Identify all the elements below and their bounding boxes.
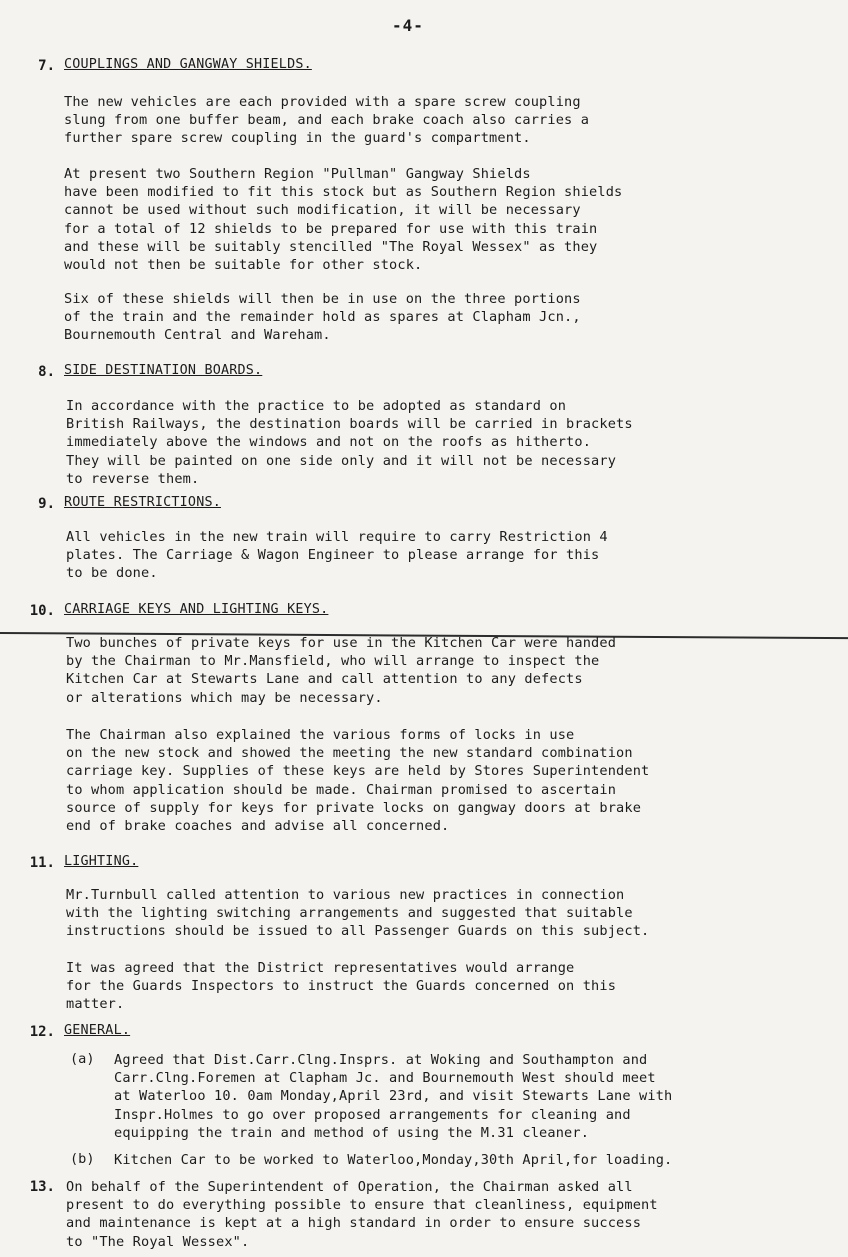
section-number: 10. (29, 603, 55, 619)
paragraph: At present two Southern Region "Pullman" Gangway Shields have been modified to fit this stock but as Southern Region shields cannot be used without such modification, it will be necessary for a total of 12 shields to be prepared for use with this train and these will be suitably stencilled "The Royal Wessex" as they would not then be suitable for other stock. (64, 166, 623, 274)
section-title: GENERAL. (64, 1023, 131, 1038)
section-number: 8. (38, 364, 55, 380)
paragraph: The new vehicles are each provided with a spare screw coupling slung from one buffer beam, and each brake coach also carries a further spare screw coupling in the guard's compartment. (64, 94, 590, 147)
paragraph: On behalf of the Superintendent of Operation, the Chairman asked all present to do everything possible to ensure that cleanliness, equipment and maintenance is kept at a high standard in order to ensure success to "The Royal Wessex". (66, 1179, 658, 1250)
list-item: Kitchen Car to be worked to Waterloo,Monday,30th April,for loading. (114, 1152, 673, 1168)
paragraph: Two bunches of private keys for use in the Kitchen Car were handed by the Chairman to Mr.Mansfield, who will arrange to inspect the Kitchen Car at Stewarts Lane and call attention to any defects or alterations which may be necessary. (66, 635, 617, 706)
section-title: SIDE DESTINATION BOARDS. (64, 363, 263, 378)
section-title: ROUTE RESTRICTIONS. (64, 495, 221, 510)
item-label: (b) (70, 1151, 95, 1167)
section-number: 13. (29, 1179, 55, 1195)
section-number: 7. (38, 58, 55, 74)
item-label: (a) (70, 1051, 95, 1067)
paragraph: The Chairman also explained the various forms of locks in use on the new stock and showed the meeting the new standard combination carriage key. Supplies of these keys are held by Stores Superintendent to whom application should be made. Chairman promised to ascertain source of supply for keys for private locks on gangway doors at brake end of brake coaches and advise all concerned. (66, 727, 650, 835)
section-number: 12. (29, 1024, 55, 1040)
section-title: CARRIAGE KEYS AND LIGHTING KEYS. (64, 602, 329, 617)
paragraph: Mr.Turnbull called attention to various new practices in connection with the lighting switching arrangements and suggested that suitable instructions should be issued to all Passenger Guards on this subject. (66, 887, 650, 940)
section-title: COUPLINGS AND GANGWAY SHIELDS. (64, 57, 312, 72)
page-number: -4- (392, 16, 424, 35)
list-item: Agreed that Dist.Carr.Clng.Insprs. at Woking and Southampton and Carr.Clng.Foremen at Clapham Jc. and Bournemouth West should meet at Waterloo 10. 0am Monday,April 23rd, and visit Stewarts Lane with Inspr.Holmes to go over proposed arrangements for cleaning and equipping the train and method of using the M.31 cleaner. (114, 1052, 673, 1141)
section-number: 11. (29, 855, 55, 871)
paragraph: All vehicles in the new train will require to carry Restriction 4 plates. The Carriage & Wagon Engineer to please arrange for this to be done. (66, 529, 608, 582)
paragraph: Six of these shields will then be in use on the three portions of the train and the remainder hold as spares at Clapham Jcn., Bournemouth Central and Wareham. (64, 291, 581, 344)
section-number: 9. (38, 496, 55, 512)
paragraph: It was agreed that the District representatives would arrange for the Guards Inspectors to instruct the Guards concerned on this matter. (66, 960, 617, 1013)
section-title: LIGHTING. (64, 854, 139, 869)
paragraph: In accordance with the practice to be adopted as standard on British Railways, the destination boards will be carried in brackets immediately above the windows and not on the roofs as hitherto. They will be painted on one side only and it will not be necessary to reverse them. (66, 398, 633, 487)
